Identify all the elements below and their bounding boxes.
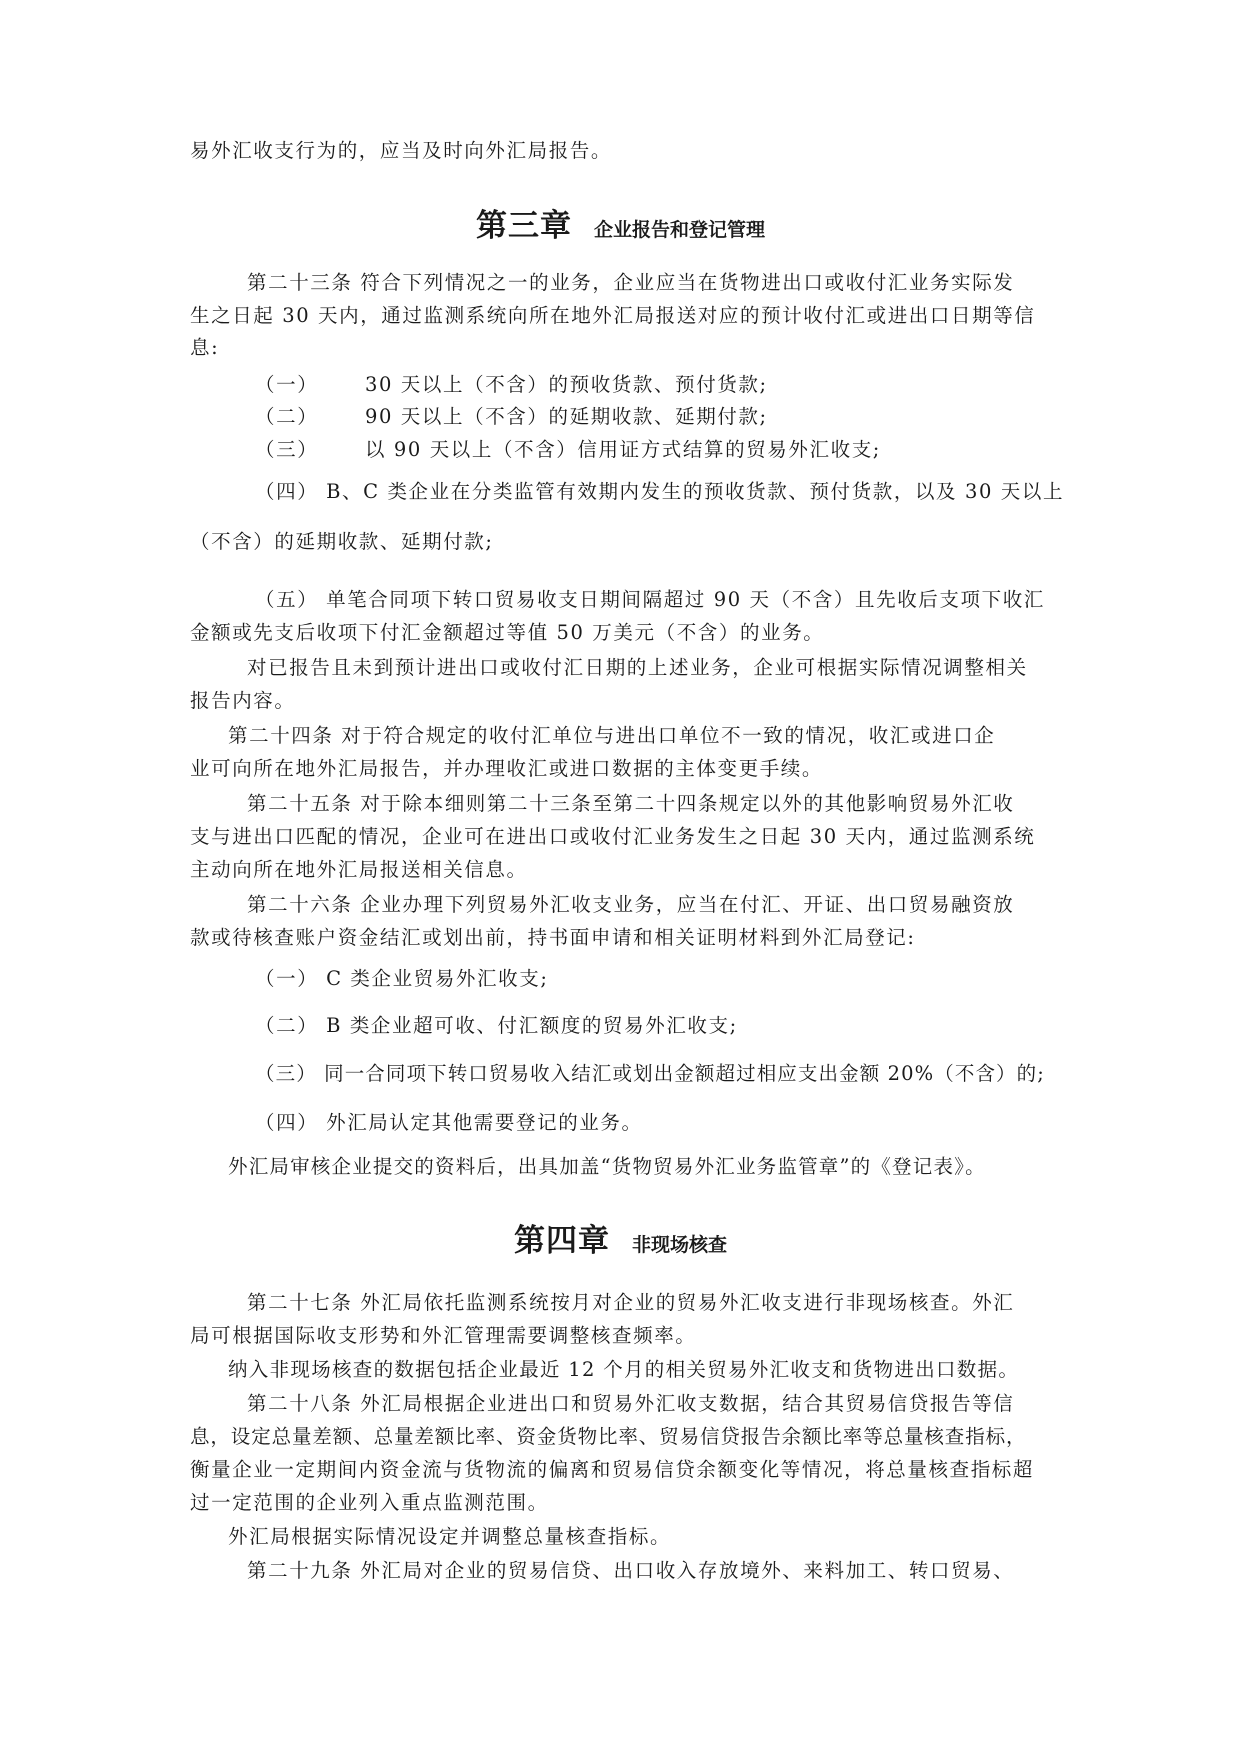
article-25-line: 第二十五条 对于除本细则第二十三条至第二十四条规定以外的其他影响贸易外汇收: [247, 792, 1015, 815]
article-25-line: 支与进出口匹配的情况，企业可在进出口或收付汇业务发生之日起 30 天内，通过监测系统: [190, 825, 1036, 848]
list-item: （一） C 类企业贸易外汇收支;: [255, 967, 549, 990]
article-24-line: 第二十四条 对于符合规定的收付汇单位与进出口单位不一致的情况，收汇或进口企: [228, 724, 996, 747]
article-24-line: 业可向所在地外汇局报告，并办理收汇或进口数据的主体变更手续。: [190, 757, 824, 780]
article-28-line: 息，设定总量差额、总量差额比率、资金货物比率、贸易信贷报告余额比率等总量核查指标，: [190, 1425, 1027, 1448]
paragraph-line: 纳入非现场核查的数据包括企业最近 12 个月的相关贸易外汇收支和货物进出口数据。: [228, 1358, 1020, 1381]
list-item: （二） B 类企业超可收、付汇额度的贸易外汇收支;: [255, 1014, 738, 1037]
article-28-line: 第二十八条 外汇局根据企业进出口和贸易外汇收支数据，结合其贸易信贷报告等信: [247, 1392, 1015, 1415]
article-27-line: 第二十七条 外汇局依托监测系统按月对企业的贸易外汇收支进行非现场核查。外汇: [247, 1291, 1015, 1314]
article-23-line: 生之日起 30 天内，通过监测系统向所在地外汇局报送对应的预计收付汇或进出口日期等信: [190, 304, 1036, 327]
article-25-line: 主动向所在地外汇局报送相关信息。: [190, 858, 528, 881]
chapter-heading: [0, 1215, 1241, 1260]
article-27-line: 局可根据国际收支形势和外汇管理需要调整核查频率。: [190, 1324, 697, 1347]
chapter-title: 第三章: [475, 208, 572, 244]
list-item: [255, 433, 1115, 466]
list-item: （四） 外汇局认定其他需要登记的业务。: [255, 1111, 643, 1134]
article-29-line: 第二十九条 外汇局对企业的贸易信贷、出口收入存放境外、来料加工、转口贸易、: [247, 1559, 1015, 1582]
chapter-heading: [0, 200, 1241, 245]
list-item: （三） 同一合同项下转口贸易收入结汇或划出金额超过相应支出金额 20%（不含）的;: [255, 1062, 1045, 1085]
article-23-line: 息:: [190, 336, 220, 359]
list-item: （不含）的延期收款、延期付款;: [190, 530, 494, 553]
list-item: （五） 单笔合同项下转口贸易收支日期间隔超过 90 天（不含）且先收后支项下收汇: [255, 588, 1045, 611]
list-item-text: 90 天以上（不含）的延期收款、延期付款;: [365, 405, 768, 428]
list-item-label: （三）: [255, 438, 319, 461]
list-item: [255, 368, 1115, 401]
list-item: （四） B、C 类企业在分类监管有效期内发生的预收货款、预付货款，以及 30 天以上: [255, 480, 1065, 503]
paragraph-line: 报告内容。: [190, 689, 296, 712]
article-28-line: 过一定范围的企业列入重点监测范围。: [190, 1491, 549, 1514]
paragraph-line: 外汇局审核企业提交的资料后，出具加盖“货物贸易外汇业务监管章”的《登记表》。: [228, 1155, 986, 1178]
article-26-line: 款或待核查账户资金结汇或划出前，持书面申请和相关证明材料到外汇局登记:: [190, 926, 916, 949]
list-item: 金额或先支后收项下付汇金额超过等值 50 万美元（不含）的业务。: [190, 621, 825, 644]
list-item-text: 以 90 天以上（不含）信用证方式结算的贸易外汇收支;: [365, 438, 881, 461]
paragraph-line: 对已报告且未到预计进出口或收付汇日期的上述业务，企业可根据实际情况调整相关: [247, 656, 1028, 679]
list-item: [255, 400, 1115, 433]
list-item-text: 30 天以上（不含）的预收货款、预付货款;: [365, 373, 768, 396]
article-23-line: 第二十三条 符合下列情况之一的业务，企业应当在货物进出口或收付汇业务实际发: [247, 271, 1015, 294]
paragraph-line: 易外汇收支行为的，应当及时向外汇局报告。: [190, 139, 613, 162]
list-item-label: （一）: [255, 373, 319, 396]
chapter-subtitle: 非现场核查: [631, 1234, 727, 1256]
paragraph-line: 外汇局根据实际情况设定并调整总量核查指标。: [228, 1525, 672, 1548]
article-26-line: 第二十六条 企业办理下列贸易外汇收支业务，应当在付汇、开证、出口贸易融资放: [247, 893, 1015, 916]
article-28-line: 衡量企业一定期间内资金流与货物流的偏离和贸易信贷余额变化等情况，将总量核查指标超: [190, 1458, 1035, 1481]
list-item-label: （二）: [255, 405, 319, 428]
chapter-title: 第四章: [513, 1223, 610, 1259]
chapter-subtitle: 企业报告和登记管理: [593, 219, 765, 241]
